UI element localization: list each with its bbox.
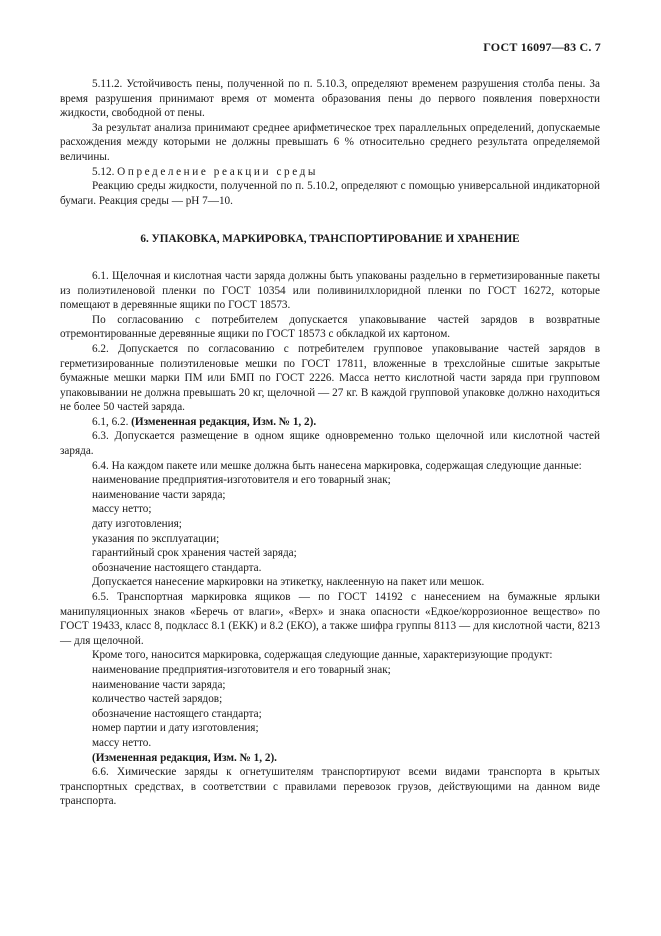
- list-item: [60, 736, 600, 751]
- paragraph: [60, 179, 600, 208]
- list-item: [60, 532, 600, 547]
- list-item: [60, 546, 600, 561]
- paragraph-text: обозначение настоящего стандарта;: [92, 707, 262, 720]
- paragraph-text: 6.4. На каждом пакете или мешке должна быть нанесена маркировка, содержащая следующие данные:: [92, 459, 582, 472]
- paragraph-text: наименование предприятия-изготовителя и его товарный знак;: [92, 474, 391, 487]
- paragraph-text: 6.1. Щелочная и кислотная части заряда должны быть упакованы раздельно в герметизированные пакеты из полиэтиленовой пленки по ГОСТ 10354 или поливинилхлоридной пленки по ГОСТ 16272, которые помещают в деревянные ящики по ГОСТ 18573.: [60, 269, 600, 312]
- list-item: [60, 678, 600, 693]
- paragraph: [60, 342, 600, 415]
- list-item: [60, 488, 600, 503]
- paragraph-text: обозначение настоящего стандарта.: [92, 561, 262, 574]
- paragraph-text: наименование части заряда;: [92, 488, 226, 501]
- paragraph-text: 6.1, 6.2.: [92, 415, 129, 428]
- revision-note: (Измененная редакция, Изм. № 1, 2).: [92, 751, 277, 764]
- paragraph-text: номер партии и дату изготовления;: [92, 722, 259, 735]
- section-title: [60, 232, 600, 247]
- paragraph: [60, 313, 600, 342]
- list-item: [60, 663, 600, 678]
- paragraph-text: 6.6. Химические заряды к огнетушителям транспортируют всеми видами транспорта в крытых транспортных средствах, в соответствии с правилами перевозок грузов, действующими на данном виде транспорта.: [60, 766, 600, 808]
- paragraph-text: 5.11.2. Устойчивость пены, полученной по п. 5.10.3, определяют временем разрушения столба пены. За время разрушения принимают время от момента образования пены до первого появления поверхности жидкости, свободной от пены.: [60, 78, 600, 120]
- paragraph-text: наименование части заряда;: [92, 678, 226, 691]
- paragraph-text: За результат анализа принимают среднее арифметическое трех параллельных определений, допускаемые расхождения между которыми не должны превышать 6 % относительно среднего результата определяемой величины.: [60, 121, 600, 163]
- paragraph-text: 6.5. Транспортная маркировка ящиков — по ГОСТ 14192 с нанесением на бумажные ярлыки манипуляционных знаков «Беречь от влаги», «Верх» и знака опасности «Едкое/коррозионное вещество» по ГОСТ 19433, класс 8, подкласс 8.1 (ЕКК) и 8.2 (ЕКО), а также шифра группы 8113 — для кислотной части, 8213 — для щелочной.: [60, 591, 600, 647]
- list-item: [60, 707, 600, 722]
- spaced-heading: Определение реакции среды: [117, 165, 319, 178]
- list-item: [60, 502, 600, 517]
- document-body: [60, 77, 600, 809]
- paragraph: [60, 765, 600, 809]
- list-item: [60, 561, 600, 576]
- paragraph: [60, 575, 600, 590]
- paragraph-text: наименование предприятия-изготовителя и его товарный знак;: [92, 663, 391, 676]
- list-item: [60, 473, 600, 488]
- paragraph: [60, 415, 600, 430]
- list-item: [60, 517, 600, 532]
- paragraph-text: дату изготовления;: [92, 518, 182, 531]
- paragraph-text: указания по эксплуатации;: [92, 532, 220, 545]
- paragraph-text: гарантийный срок хранения частей заряда;: [92, 547, 297, 560]
- paragraph-text: 6.3. Допускается размещение в одном ящике одновременно только щелочной или кислотной частей заряда.: [60, 430, 600, 458]
- paragraph: [60, 429, 600, 458]
- paragraph-text: Реакцию среды жидкости, полученной по п. 5.10.2, определяют с помощью универсальной индикаторной бумаги. Реакция среды — рН 7—10.: [60, 180, 600, 207]
- list-item: [60, 721, 600, 736]
- paragraph: [60, 459, 600, 474]
- page-header: ГОСТ 16097—83 С. 7: [483, 40, 601, 54]
- paragraph: [60, 165, 600, 180]
- paragraph-text: Кроме того, наносится маркировка, содержащая следующие данные, характеризующие продукт:: [92, 649, 553, 662]
- paragraph-text: массу нетто;: [92, 503, 152, 516]
- paragraph: [60, 77, 600, 121]
- paragraph-text: По согласованию с потребителем допускается упаковывание частей зарядов в возвратные отремонтированные деревянные ящики по ГОСТ 18573 с обкладкой их картоном.: [60, 313, 600, 341]
- paragraph: [60, 751, 600, 766]
- paragraph-text: 6.2. Допускается по согласованию с потребителем групповое упаковывание частей зарядов в герметизированные полиэтиленовые мешки по ГОСТ 17811, вложенные в трехслойные сшитые закрытые бумажные мешки марки ПМ или БМП по ГОСТ 2226. Масса нетто кислотной части заряда при групповом упаковывании не должна превышать 20 кг, щелочной — 27 кг. В каждой групповой упаковке должно находиться не более 50 частей заряда.: [60, 342, 600, 414]
- paragraph: [60, 269, 600, 313]
- paragraph: [60, 121, 600, 165]
- paragraph: [60, 590, 600, 648]
- paragraph-text: 5.12.: [92, 165, 115, 178]
- list-item: [60, 692, 600, 707]
- paragraph-text: массу нетто.: [92, 736, 152, 749]
- paragraph-text: Допускается нанесение маркировки на этикетку, наклеенную на пакет или мешок.: [92, 576, 485, 589]
- paragraph-text: 6. УПАКОВКА, МАРКИРОВКА, ТРАНСПОРТИРОВАНИЕ И ХРАНЕНИЕ: [140, 233, 520, 246]
- paragraph-text: количество частей зарядов;: [92, 693, 223, 706]
- revision-note: (Измененная редакция, Изм. № 1, 2).: [131, 415, 317, 428]
- paragraph: [60, 648, 600, 663]
